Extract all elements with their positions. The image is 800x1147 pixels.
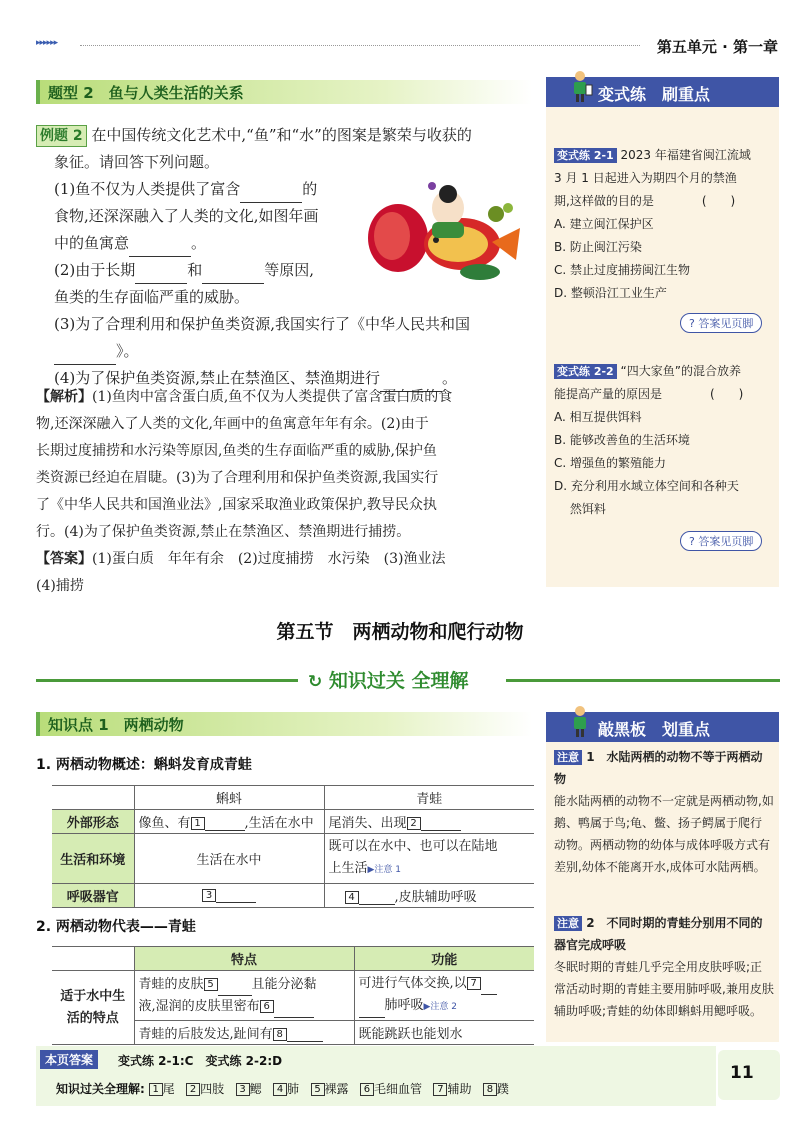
t2-row-label: 适于水中生活的特点 (52, 971, 134, 1045)
header-divider (80, 45, 640, 46)
q2-text: (2)由于长期 (54, 261, 136, 279)
q1-text-c: 食物,还深深融入了人类的文化,如图年画 (54, 207, 319, 225)
example-intro-2: 象征。请回答下列问题。 (54, 153, 220, 171)
t1-corner (52, 786, 134, 810)
q1-text: (1)鱼不仅为人类提供了富含 (54, 180, 241, 198)
t1-frog-breath: 4 ,皮肤辅助呼吸 (324, 884, 534, 908)
q1-text-d: 中的鱼寓意 (54, 234, 130, 252)
blank-3[interactable]: 3 (202, 889, 216, 902)
variant-2-1-text-1: 2023 年福建省闽江流域 (620, 148, 751, 162)
blank-4[interactable]: 4 (345, 891, 359, 904)
t1-row-label-form: 外部形态 (52, 810, 134, 834)
section-title: 第五节 两栖动物和爬行动物 (276, 621, 524, 643)
analysis-line-2: 物,还深深融入了人类的文化,年画中的鱼寓意年年有余。(2)由于 (36, 416, 429, 432)
variant-2-1-option-d[interactable]: D. 整顿沿江工业生产 (554, 286, 667, 300)
analysis-line-3: 长期过度捕捞和水污染等原因,鱼类的生存面临严重的威胁,保护鱼 (36, 443, 437, 459)
practice-header (546, 77, 779, 107)
q1-text-b: 的 (302, 180, 318, 198)
see-answer-link-1[interactable]: ? 答案见页脚 (680, 313, 762, 333)
variant-2-1-option-c[interactable]: C. 禁止过度捕捞闽江生物 (554, 263, 691, 277)
knowledge-divider-left (36, 679, 298, 682)
q1-blank-1[interactable] (240, 185, 302, 203)
knowledge-title-text: 知识过关 全理解 (328, 670, 469, 692)
t2-corner (52, 947, 134, 971)
variant-2-1-text-3: 期,这样做的目的是 ( ) (554, 194, 736, 208)
note-2-link[interactable]: ▶注意 2 (423, 1002, 458, 1012)
type2-banner (36, 80, 532, 104)
note-2-text: 冬眠时期的青蛙几乎完全用皮肤呼吸;正常活动时期的青蛙主要用肺呼吸,兼用皮肤辅助呼吸;青蛙的幼体即蝌蚪用鳃呼吸。 (554, 960, 774, 1018)
analysis-line-4: 类资源已经迫在眉睫。(3)为了合理利用和保护鱼类资源,我国实行 (36, 470, 439, 486)
example-intro-1: 在中国传统文化艺术中,“鱼”和“水”的图案是繁荣与收获的 (91, 126, 472, 144)
notes-title: 敲黑板 划重点 (598, 720, 711, 739)
page-header-title: 第五单元 · 第一章 (656, 38, 778, 56)
variant-2-2-text-2: 能提高产量的原因是 ( ) (554, 387, 744, 401)
amphibian-table (52, 785, 534, 908)
q2-text-c: 等原因, (264, 261, 315, 279)
t1-frog-habitat: 既可以在水中、也可以在陆地 上生活▶注意 1 (324, 834, 534, 884)
q1-blank-2[interactable] (129, 239, 191, 257)
variant-2-2-option-b[interactable]: B. 能够改善鱼的生活环境 (554, 433, 690, 447)
variant-2-2-option-a[interactable]: A. 相互提供饵料 (554, 410, 642, 424)
notes-header (546, 712, 779, 742)
kp1-subhead-2: 2. 两栖动物代表——青蛙 (36, 919, 196, 935)
page-number: 11 (730, 1063, 754, 1083)
type2-banner-label: 题型 2 鱼与人类生活的关系 (48, 84, 244, 102)
see-answer-link-2[interactable]: ? 答案见页脚 (680, 531, 762, 551)
analysis-line-6: 行。(4)为了保护鱼类资源,禁止在禁渔区、禁渔期进行捕捞。 (36, 524, 411, 540)
t2-feature-legs: 青蛙的后肢发达,趾间有 8 (134, 1021, 354, 1045)
knowledge-answers: 知识过关全理解: 1 尾 2 四肢 3 鳃 4 肺 5 裸露 6 毛细血管 7 辅助 8 蹼 (56, 1082, 509, 1096)
answer-line-2: (4)捕捞 (36, 578, 84, 594)
note-1-link[interactable]: ▶注意 1 (367, 865, 402, 875)
variant-answers: 变式练 2-1:C 变式练 2-2:D (118, 1054, 283, 1068)
variant-2-1-text-2: 3 月 1 日起进入为期四个月的禁渔 (554, 171, 737, 185)
t1-tadpole-breath (134, 884, 324, 908)
frog-table (52, 946, 534, 1045)
page-answer-tag: 本页答案 (40, 1050, 98, 1069)
header-arrows: ▸▸▸▸▸▸ (36, 38, 58, 48)
kp1-banner-label: 知识点 1 两栖动物 (48, 716, 184, 734)
t1-tadpole-form: 像鱼、有 1 ,生活在水中 (134, 810, 324, 834)
q2-blank-1[interactable] (135, 266, 187, 284)
note-1 (554, 746, 774, 878)
note-1-title: 1 水陆两栖的动物不等于两栖动物 (554, 750, 763, 786)
variant-2-2 (554, 360, 774, 521)
t2-function-skin: 可进行气体交换,以 7 肺呼吸▶注意 2 (354, 971, 534, 1021)
note-1-badge: 注意 (554, 750, 582, 765)
refresh-icon: ↻ (308, 672, 323, 692)
variant-2-1-option-b[interactable]: B. 防止闽江污染 (554, 240, 642, 254)
blank-2[interactable]: 2 (407, 817, 421, 830)
q1-text-e: 。 (191, 234, 207, 252)
t1-row-label-breath: 呼吸器官 (52, 884, 134, 908)
variant-2-2-option-d-cont: 然饵料 (554, 502, 606, 516)
t2-feature-skin: 青蛙的皮肤 5 且能分泌黏 液,湿润的皮肤里密布 6 (134, 971, 354, 1021)
blank-8[interactable]: 8 (273, 1028, 287, 1041)
student-icon (568, 69, 594, 103)
practice-title: 变式练 刷重点 (598, 85, 711, 104)
t1-head-frog: 青蛙 (324, 786, 534, 810)
example-badge: 例题 2 (36, 125, 87, 147)
note-2 (554, 912, 774, 1022)
blank-5[interactable]: 5 (204, 978, 218, 991)
blank-6[interactable]: 6 (260, 1000, 274, 1013)
q2-blank-2[interactable] (202, 266, 264, 284)
t2-head-feature: 特点 (134, 947, 354, 971)
note-1-text: 能水陆两栖的动物不一定就是两栖动物,如鹅、鸭属于鸟;龟、鳖、扬子鳄属于爬行动物。两栖动物的幼体与成体呼吸方式有差别,幼体不能离开水,成体可水陆两栖。 (554, 794, 774, 874)
q3-blank[interactable] (54, 347, 116, 365)
fish-new-year-painting (362, 178, 522, 282)
t1-head-tadpole: 蝌蚪 (134, 786, 324, 810)
variant-2-2-text-1: “四大家鱼”的混合放养 (620, 364, 741, 378)
teacher-icon (568, 704, 594, 738)
variant-2-1-badge: 变式练 2-1 (554, 148, 617, 163)
kp1-subhead-1: 1. 两栖动物概述：蝌蚪发育成青蛙 (36, 757, 252, 773)
q3-text: (3)为了合理利用和保护鱼类资源,我国实行了《中华人民共和国 (54, 315, 471, 333)
kp1-banner (36, 712, 532, 736)
variant-2-2-option-d[interactable]: D. 充分利用水域立体空间和各种天 (554, 479, 739, 493)
analysis-line-1: (1)鱼肉中富含蛋白质,鱼不仅为人类提供了富含蛋白质的食 (92, 389, 453, 405)
answer-label: 【答案】 (36, 551, 92, 567)
q4-text: (4)为了保护鱼类资源,禁止在禁渔区、禁渔期进行 (54, 369, 381, 387)
analysis-block (36, 384, 536, 600)
t2-head-function: 功能 (354, 947, 534, 971)
q2-text-b: 和 (187, 261, 203, 279)
knowledge-answers-label: 知识过关全理解: (56, 1082, 145, 1096)
variant-2-1-option-a[interactable]: A. 建立闽江保护区 (554, 217, 654, 231)
variant-2-2-option-c[interactable]: C. 增强鱼的繁殖能力 (554, 456, 667, 470)
note-2-title: 2 不同时期的青蛙分别用不同的器官完成呼吸 (554, 916, 763, 952)
blank-7[interactable]: 7 (467, 977, 481, 990)
t1-tadpole-habitat: 生活在水中 (134, 834, 324, 884)
analysis-line-5: 了《中华人民共和国渔业法》,国家采取渔业政策保护,教导民众执 (36, 497, 437, 513)
note-2-badge: 注意 (554, 916, 582, 931)
blank-1[interactable]: 1 (191, 817, 205, 830)
q4-text-e: 。 (442, 369, 458, 387)
knowledge-divider-right (506, 679, 780, 682)
t2-function-legs: 既能跳跃也能划水 (354, 1021, 534, 1045)
variant-2-2-badge: 变式练 2-2 (554, 364, 617, 379)
t1-frog-form: 尾消失、出现 2 (324, 810, 534, 834)
analysis-label: 【解析】 (36, 389, 92, 405)
variant-2-1 (554, 144, 774, 305)
knowledge-title (308, 666, 469, 693)
answer-line-1: (1)蛋白质 年年有余 (2)过度捕捞 水污染 (3)渔业法 (92, 551, 446, 567)
q2-text-d: 鱼类的生存面临严重的威胁。 (54, 288, 250, 306)
q3-text-b: 》。 (116, 342, 139, 360)
t1-row-label-habitat: 生活和环境 (52, 834, 134, 884)
